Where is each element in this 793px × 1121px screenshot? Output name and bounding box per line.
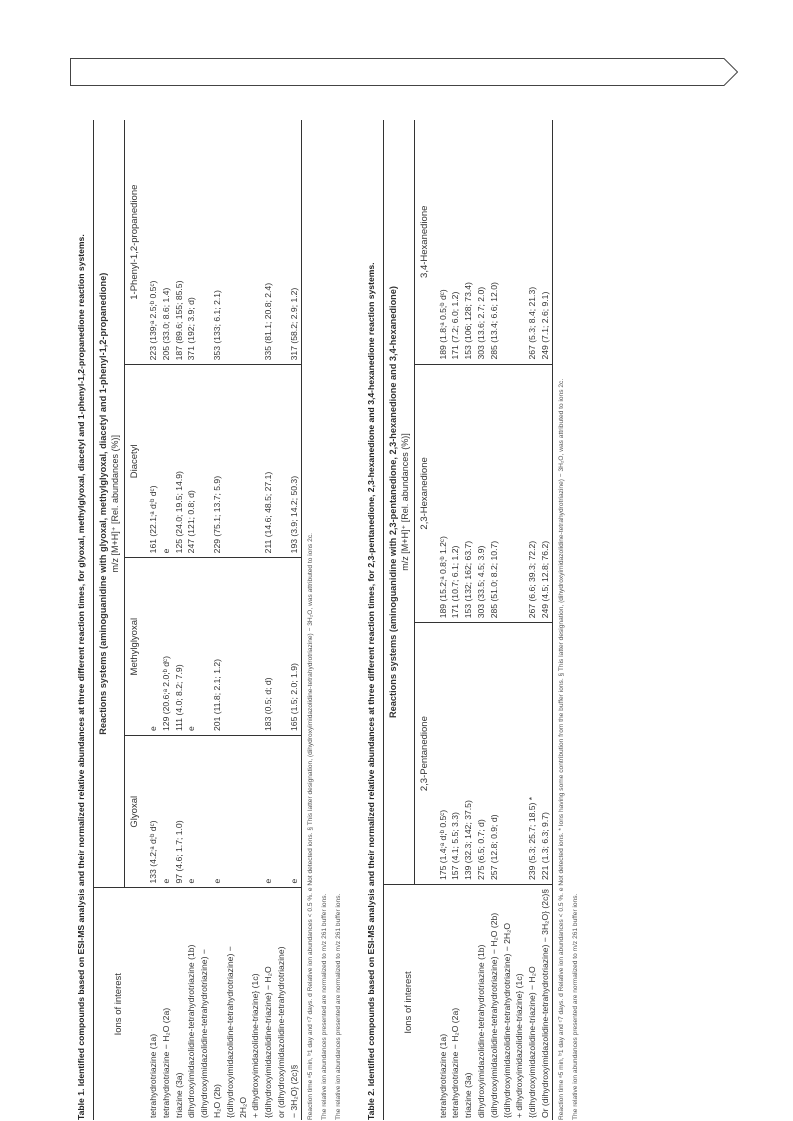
abundance-cell — [501, 364, 514, 623]
abundance-value: e — [186, 878, 197, 884]
table1-footnotes — [305, 120, 344, 1120]
abundance-value: 285 (51.0; 8.2; 10.7) — [488, 540, 499, 619]
ion-name-cell — [224, 888, 250, 1120]
ion-name-cell — [173, 888, 186, 1120]
ion-name-cell — [275, 888, 301, 1120]
table-row — [488, 120, 501, 1120]
abundance-cell — [198, 558, 224, 736]
abundance-value: 133 (4.2;ᵃ d;ᵇ dᶜ) — [148, 820, 158, 884]
table-row — [539, 120, 552, 1120]
ion-name: tetrahydrotriazine (1a) — [148, 1033, 158, 1118]
table1-ions-header: Ions of interest — [94, 888, 144, 1120]
ion-name-cell — [462, 884, 475, 1120]
ion-name-cell — [160, 888, 173, 1120]
abundance-value: 153 (132; 162; 63.7) — [463, 540, 474, 619]
abundance-cell — [275, 558, 301, 736]
abundance-value: e — [160, 878, 171, 884]
ion-name-cell — [475, 884, 488, 1120]
table-row — [143, 120, 160, 1120]
abundance-value: e — [148, 726, 158, 731]
abundance-cell — [475, 623, 488, 885]
abundance-value: 125 (24.0; 19.5; 14.9) — [173, 471, 184, 554]
abundance-value: 97 (4.6; 1.7; 1.0) — [173, 820, 184, 884]
abundance-cell — [249, 558, 275, 736]
table-row — [275, 120, 301, 1120]
table-row — [249, 120, 275, 1120]
abundance-cell — [198, 735, 224, 888]
abundance-cell — [185, 120, 198, 365]
abundance-cell — [539, 120, 552, 364]
abundance-cell — [462, 623, 475, 885]
abundance-value: 205 (33.0; 8.6; 1.4) — [160, 287, 171, 361]
ion-name: {(dihydroxyimidazolidine-triazine) − H₂O — [263, 966, 274, 1118]
abundance-value: 257 (12.8; 0.9; d) — [488, 814, 499, 880]
table-row — [185, 120, 198, 1120]
abundance-cell — [513, 364, 539, 623]
ion-name-cell — [488, 884, 501, 1120]
abundance-value: 353 (133; 6.1; 2.1) — [211, 290, 222, 361]
table2-sub-header: m/z [M+H]⁺ [Rel. abundances (%)] — [400, 120, 415, 884]
abundance-cell — [173, 365, 186, 558]
ion-name: {(dihydroxyimidazolidine-tetrahydrotriazine) − 2H₂O — [501, 922, 512, 1118]
abundance-cell — [224, 558, 250, 736]
abundance-cell — [224, 365, 250, 558]
abundance-value: 161 (22.1;ᵃ d;ᵇ dᶜ) — [148, 485, 158, 554]
abundance-value: e — [263, 878, 274, 884]
table-row — [449, 120, 462, 1120]
ion-name: − 3H₂O} (2c)§ — [288, 1064, 299, 1118]
table1-caption: Table 1. Identified compounds based on ESI-MS analysis and their normalized relative abundances at three different reaction times, for glyoxal, methylglyoxal, diacetyl and 1-phenyl-1,2-propanedione reaction systems. — [76, 234, 86, 1120]
abundance-cell — [173, 735, 186, 888]
ion-name: triazine (3a) — [463, 1072, 474, 1118]
abundance-value: 165 (1.5; 2.0; 1.9) — [288, 663, 299, 731]
abundance-cell — [513, 120, 539, 364]
abundance-value: 317 (58.2; 2.9; 1.2) — [288, 287, 299, 361]
abundance-value: 171 (7.2; 6.0; 1.2) — [450, 291, 461, 360]
ion-name-cell — [449, 884, 462, 1120]
table2-footnotes — [556, 120, 581, 1120]
ion-name-cell — [501, 884, 514, 1120]
table1-footnote: Reaction time ᵃ5 min, ᵇ1 day and ᶜ7 days. d Relative ion abundances < 0.5 %. e Not detected ions. § This latter designation, (dihydroxyimidazolidine-tetrahydrotriazine) − 3H₂O, was attributed to ions 2c. — [306, 533, 314, 1120]
abundance-cell — [224, 735, 250, 888]
abundance-value: 335 (81.1; 20.8; 2.4) — [263, 282, 274, 361]
abundance-cell — [198, 120, 224, 365]
abundance-value: 189 (1.8;ᵃ 0.5;ᵇ dᶜ) — [437, 289, 448, 360]
ion-name-cell — [185, 888, 198, 1120]
ion-name-cell — [143, 888, 160, 1120]
abundance-cell — [275, 120, 301, 365]
abundance-cell — [160, 365, 173, 558]
abundance-cell — [185, 558, 198, 736]
table1-footnote: The relative ion abundances presented are normalized to m/z 261 buffer ions. — [320, 893, 328, 1120]
abundance-cell — [173, 120, 186, 365]
ion-name: {(dihydroxyimidazolidine-triazine) − H₂O — [527, 966, 538, 1118]
abundance-cell — [143, 558, 160, 736]
abundance-cell — [249, 735, 275, 888]
table2 — [383, 120, 553, 1120]
abundance-cell — [160, 558, 173, 736]
abundance-value: e — [211, 878, 222, 884]
abundance-cell — [513, 623, 539, 885]
abundance-value: 111 (4.0; 8.2; 7.9) — [173, 664, 184, 731]
ion-name: triazine (3a) — [173, 1072, 184, 1118]
abundance-value: 129 (20.6;ᵃ 2.0;ᵇ dᶜ) — [160, 656, 171, 731]
abundance-value: 303 (13.6; 2.7; 2.0) — [475, 286, 486, 360]
table2-col-header: 2,3-Hexanedione — [414, 364, 433, 623]
abundance-value: 285 (13.4; 6.6; 12.0) — [488, 282, 499, 360]
abundance-cell — [488, 623, 501, 885]
ion-name-cell — [433, 884, 450, 1120]
abundance-cell — [143, 735, 160, 888]
table2-col-header: 2,3-Pentanedione — [414, 623, 433, 885]
abundance-cell — [143, 120, 160, 365]
table-row — [173, 120, 186, 1120]
abundance-cell — [275, 365, 301, 558]
rotated-page-content — [76, 120, 716, 1120]
table2-ions-header: Ions of interest — [383, 884, 433, 1120]
abundance-cell — [462, 364, 475, 623]
abundance-cell — [160, 120, 173, 365]
ion-name: dihydroxyimidazolidine-tetrahydrotriazine (1b) — [475, 944, 486, 1118]
abundance-cell — [185, 735, 198, 888]
abundance-value: 249 (7.1; 2.6; 9.1) — [539, 291, 550, 360]
ion-name: Or (dihydroxyimidazolidine-tetrahydrotriazine) − 3H₂O} (2c)§ — [539, 888, 550, 1118]
abundance-cell — [449, 120, 462, 364]
table1-sub-header: m/z [M+H]⁺ [Rel. abundances (%)] — [110, 120, 125, 888]
ion-name: or (dihydroxyimidazolidine-tetrahydrotriazine) — [275, 946, 286, 1118]
table-row — [433, 120, 450, 1120]
ion-name: tetrahydrotriazine − H₂O (2a) — [160, 1007, 171, 1118]
ion-name-cell — [539, 884, 552, 1120]
table-row — [513, 120, 539, 1120]
ion-name: {(dihydroxyimidazolidine-tetrahydrotriazine) − — [224, 946, 235, 1118]
abundance-value: 171 (10.7; 6.1; 1.2) — [450, 545, 461, 619]
abundance-value: 223 (139;ᵃ 2.5;ᵇ 0.5ᶜ) — [148, 280, 158, 361]
abundance-value: 193 (3.9; 14.2; 50.3) — [288, 475, 299, 554]
abundance-value: 187 (89.6; 155; 85.5) — [173, 280, 184, 361]
ion-name: (dihydroxyimidazolidine-tetrahydrotriazine) − — [199, 949, 210, 1118]
table1-col-header: Methylglyoxal — [125, 558, 144, 736]
table-row — [198, 120, 224, 1120]
table2-footnote: The relative ion abundances presented are normalized to m/z 261 buffer ions. — [571, 893, 579, 1120]
abundance-cell — [501, 120, 514, 364]
abundance-value: e — [288, 878, 299, 884]
ion-name-cell — [198, 888, 224, 1120]
abundance-cell — [501, 623, 514, 885]
abundance-value: 175 (1.4;ᵃ d;ᵇ 0.5ᶜ) — [437, 809, 448, 880]
ion-name: tetrahydrotriazine − H₂O (2a) — [450, 1007, 461, 1118]
abundance-value: 189 (15.2;ᵃ 0.8;ᵇ 1.2ᶜ) — [437, 536, 448, 619]
abundance-value: 267 (5.3; 8.4; 21.3) — [527, 286, 538, 360]
ion-name: tetrahydrotriazine (1a) — [437, 1033, 448, 1118]
abundance-value: 221 (1.3; 6.3; 9.7) — [539, 812, 550, 880]
table2-caption: Table 2. Identified compounds based on ESI-MS analysis and their normalized relative abundances at three different reaction times, for 2,3-pentanedione, 2,3-hexanedione and 3,4-hexanedione reaction systems. — [365, 262, 376, 1120]
abundance-value: 371 (192; 3.9; d) — [186, 297, 197, 361]
table-row — [475, 120, 488, 1120]
abundance-cell — [249, 120, 275, 365]
abundance-value: 157 (4.1; 5.5; 3.3) — [450, 812, 461, 880]
table1-footnote: The relative ion abundances presented are normalized to m/z 261 buffer ions. — [334, 893, 342, 1120]
abundance-cell — [475, 364, 488, 623]
abundance-value: 303 (33.5; 4.5; 3.9) — [475, 545, 486, 619]
abundance-value: 211 (14.6; 48.5; 27.1) — [263, 471, 274, 554]
abundance-cell — [249, 365, 275, 558]
ion-name: (dihydroxyimidazolidine-tetrahydrotriazine) − H₂O (2b) — [488, 912, 499, 1118]
abundance-cell — [275, 735, 301, 888]
ion-name: H₂O (2b) — [211, 1084, 222, 1118]
abundance-cell — [433, 364, 450, 623]
ion-name-cell — [249, 888, 275, 1120]
abundance-value: e — [186, 726, 197, 731]
abundance-cell — [539, 364, 552, 623]
abundance-cell — [488, 120, 501, 364]
abundance-value: 267 (6.6; 39.3; 72.2) — [527, 540, 538, 619]
page-header-tab — [70, 58, 738, 86]
abundance-cell — [185, 365, 198, 558]
table1 — [93, 120, 302, 1120]
abundance-value: 275 (6.5; 0.7; d) — [475, 819, 486, 880]
table1-group-header: Reactions systems (aminoguanidine with glyoxal, methylglyoxal, diacetyl and 1-phenyl-1,2-propanedione) — [94, 120, 111, 888]
abundance-cell — [488, 364, 501, 623]
abundance-value: 247 (121; 0.8; d) — [186, 490, 197, 554]
abundance-cell — [143, 365, 160, 558]
abundance-cell — [224, 120, 250, 365]
abundance-cell — [462, 120, 475, 364]
abundance-cell — [433, 120, 450, 364]
abundance-value: 229 (75.1; 13.7; 5.9) — [211, 475, 222, 554]
abundance-value: 139 (32.3; 142; 37.5) — [463, 800, 474, 880]
abundance-value: 183 (0.5; d; d) — [263, 677, 274, 731]
table1-col-header: 1-Phenyl-1,2-propanedione — [125, 120, 144, 365]
abundance-cell — [198, 365, 224, 558]
abundance-value: 153 (106; 128; 73.4) — [463, 282, 474, 360]
ion-name: dihydroxyimidazolidine-tetrahydrotriazine (1b) — [186, 944, 197, 1118]
ion-name-cell — [513, 884, 539, 1120]
abundance-value: 201 (11.8; 2.1; 1.2) — [211, 659, 222, 731]
table-row — [224, 120, 250, 1120]
abundance-value: 249 (4.5; 12.8; 76.2) — [539, 540, 550, 619]
abundance-value: e — [160, 548, 171, 554]
abundance-cell — [433, 623, 450, 885]
table2-col-header: 3,4-Hexanedione — [414, 120, 433, 364]
table-row — [462, 120, 475, 1120]
table-row — [160, 120, 173, 1120]
table-row — [501, 120, 514, 1120]
abundance-cell — [173, 558, 186, 736]
abundance-cell — [160, 735, 173, 888]
abundance-cell — [449, 364, 462, 623]
abundance-value: 239 (5.3; 25.7; 18.5) * — [527, 796, 538, 880]
ion-name: 2H₂O — [237, 1096, 248, 1118]
table2-footnote: Reaction time ᵃ5 min, ᵇ1 day and ᶜ7 days. d Relative ion abundances < 0.5 %. e Not detected ions. * Ions having some contribution from the buffer ions. § This latter designation, (dihydroxyimidazolidine-tetrahydrotriazine) − 3H₂O, was attributed to ions 2c. — [557, 378, 565, 1120]
abundance-cell — [449, 623, 462, 885]
table1-col-header: Glyoxal — [125, 735, 144, 888]
ion-name: + dihydroxyimidazolidine-triazine} (1c) — [514, 973, 525, 1118]
abundance-cell — [475, 120, 488, 364]
table1-col-header: Diacetyl — [125, 365, 144, 558]
abundance-cell — [539, 623, 552, 885]
table2-group-header: Reactions systems (aminoguanidine with 2,3-pentanedione, 2,3-hexanedione and 3,4-hexanedione) — [383, 120, 400, 884]
ion-name: + dihydroxyimidazolidine-triazine} (1c) — [250, 973, 261, 1118]
